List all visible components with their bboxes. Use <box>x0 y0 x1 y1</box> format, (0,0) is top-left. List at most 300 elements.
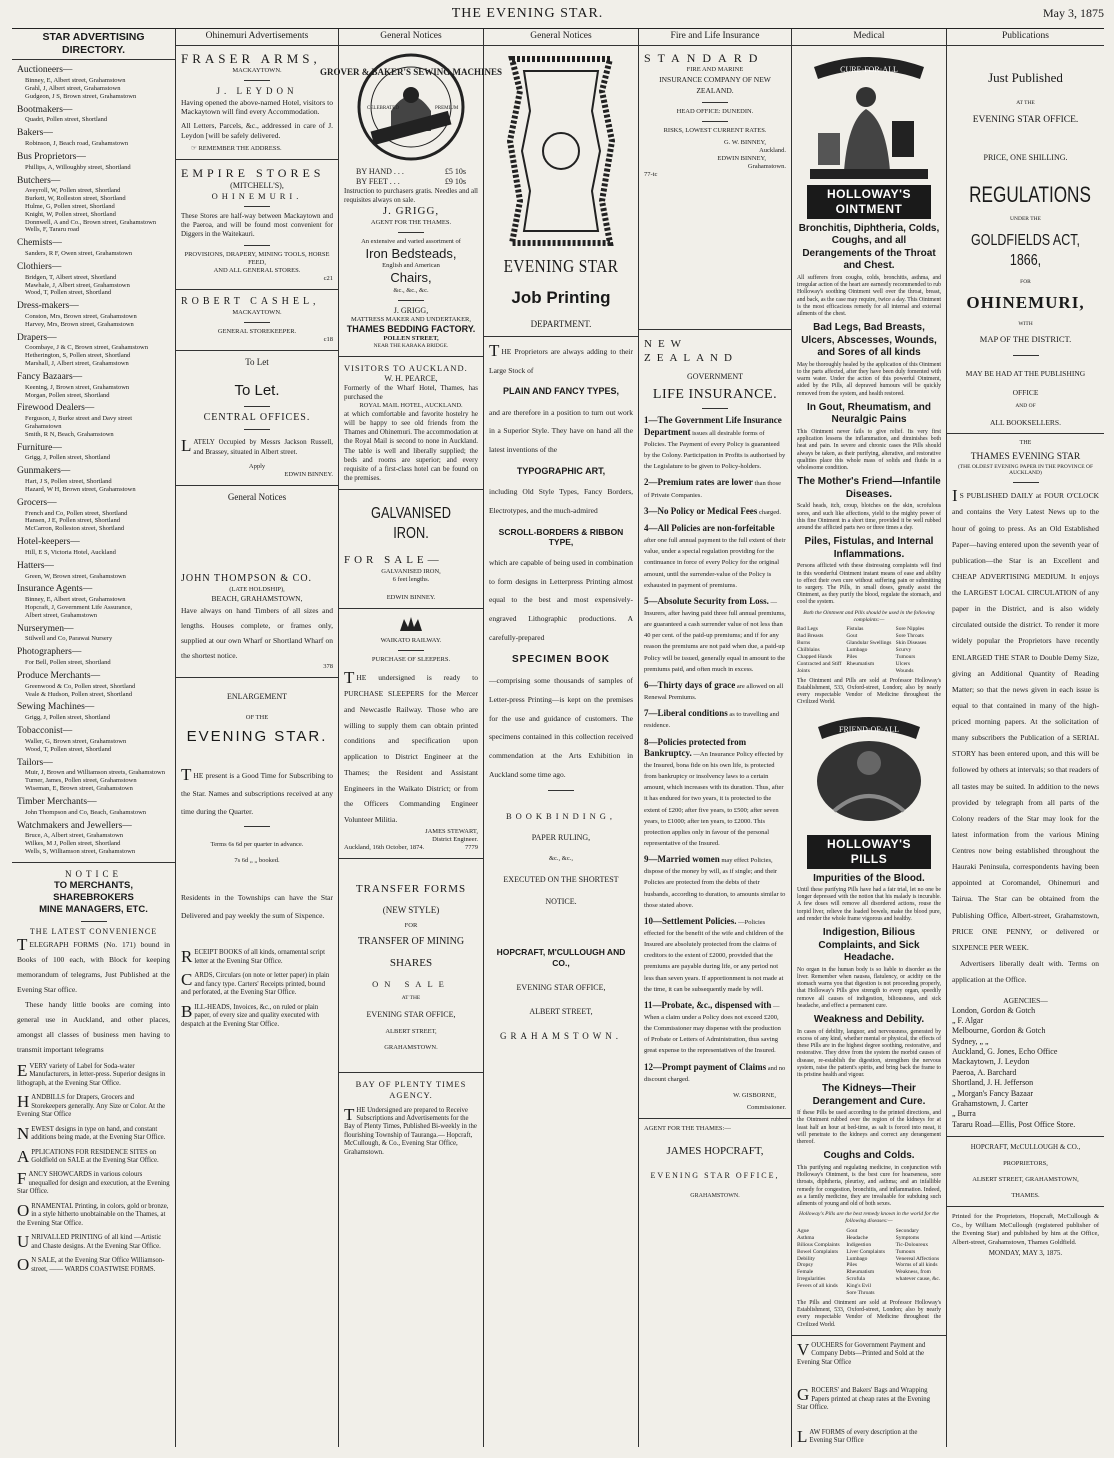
issue-date: May 3, 1875 <box>1043 6 1104 20</box>
col-header: Fire and Life Insurance <box>639 29 791 46</box>
tolet-name: EDWIN BINNEY. <box>284 470 333 478</box>
royal-mail: ROYAL MAIL HOTEL, AUCKLAND. <box>359 402 463 409</box>
small-ad: NEWEST designs in type on hand, and constant additions being made, at the Evening Star Office. <box>17 1123 166 1143</box>
transfer-of: TRANSFER OF MINING <box>357 936 465 948</box>
medical-heading: Bad Legs, Bad Breasts, Ulcers, Abscesses, Wounds, and Sores of all kinds <box>801 322 937 359</box>
col-notices-2 <box>484 29 639 1447</box>
directory-entry: Hansen, J E, Pollen street, Shortland <box>25 517 120 525</box>
sleepers-body: THE undersigned is ready to PURCHASE SLEEPERS for the Mercer and Newcastle Railway. Those who are willing to supply them can obtain printed conditions and specification upon application to District Engineer at the Thames; the Resident and Assistant Engineers in the Waikato District; or from the Officers Commanding Engineer Volunteer Militia. <box>344 668 478 824</box>
robert-place: MACKAYTOWN. <box>232 308 282 316</box>
complaint-column <box>846 626 891 674</box>
price: PRICE, ONE SHILLING. <box>983 152 1068 162</box>
directory-entry: Binney, E, Albert street, Grahamstown <box>25 77 126 85</box>
vouchers-ad: VOUCHERS for Government Payment and Company Debts—Printed and Sold at the Evening Star Office <box>797 1339 926 1366</box>
medical-text: May be thoroughly healed by the application of this Ointment to the parts affected, after they have been duly fomented with warm water. Under the action of this powerful Ointment, aided by the Pills, all depraved humours will be quickly removed from the system, and health restored. <box>797 361 941 397</box>
policy-head: 4—All Policies are non-forfeitable <box>644 522 775 533</box>
directory-entry: Ferguson, J, Burke street and Davy street <box>25 415 133 423</box>
directory-category: Clothiers— <box>17 261 62 272</box>
eso: EVENING STAR OFFICE. <box>972 115 1079 125</box>
at-the: AT THE <box>401 995 421 1002</box>
directory-entry: Wood, T, Pollen street, Shortland <box>25 745 112 753</box>
directory-entry: Hazard, W H, Brown street, Grahamstown <box>25 485 136 493</box>
receipt-ad: RECEIPT BOOKS of all kinds, ornamental script letter at the Evening Star Office. <box>181 947 326 967</box>
jp-body-5: —comprising some thousands of samples of Letter-press Printing—is kept on the premises for the use and guidance of customers. The specimens contained in this collection received commendation at the Arts Exhibition in Auckland some time ago. <box>489 676 633 779</box>
holloway-pills-cut-icon <box>804 711 934 831</box>
for: FOR <box>1020 279 1031 286</box>
directory-entry: Wood, T, Pollen street, Shortland <box>25 289 112 297</box>
royal-body: at which comfortable and favorite hostelry he will be happy to see old friends from the Thames and Ohinemuri. The accommodation at the Royal Mail is second to none in Auckland. The table is well and liberally supplied; the beds and rooms are superior; and every requisite of a first-class hotel can be found on the premises. <box>344 410 478 482</box>
complaint-item: Tumours <box>895 1248 916 1255</box>
directory-entry: Morgan, Pollen street, Shortland <box>25 391 110 399</box>
col-publications <box>947 29 1104 1447</box>
pill-list <box>797 1228 941 1297</box>
notice-to-2: MINE MANAGERS, ETC. <box>39 903 148 915</box>
policy-body: charged. <box>757 508 782 516</box>
fraser-remember: ☞ REMEMBER THE ADDRESS. <box>191 144 282 152</box>
enl-body: THE present is a Good Time for Subscribing to the Star. Names and subscriptions received at any time during the Quarter. <box>181 765 333 817</box>
complaint-item: Wounds <box>895 667 914 674</box>
directory-entry: Harvey, Mrs, Brown street, Grahamstown <box>25 320 134 328</box>
grocers-ad: GROCERS' and Bakers' Bags and Wrapping Papers printed at cheap rates at the Evening Star Office. <box>797 1385 930 1412</box>
life-insurance: LIFE INSURANCE. <box>652 386 778 402</box>
complaint-item: Ulcers <box>895 660 911 667</box>
empire-title: EMPIRE STORES <box>181 165 325 180</box>
columns <box>12 29 1104 1447</box>
advert-terms: Advertisers liberally dealt with. Terms on application at the Office. <box>952 958 1099 984</box>
empire-num: c21 <box>323 274 333 282</box>
enl-body-2: Residents in the Townships can have the Star Delivered and pay weekly the sum of Sixpence. <box>181 893 333 921</box>
pearce-body: Formerly of the Wharf Hotel, Thames, has purchased the <box>344 383 478 401</box>
chairs: Chairs, <box>390 270 432 286</box>
fraser-body-2: All Letters, Parcels, &c., addressed in care of J. Leydon [will be safely delivered. <box>181 121 333 140</box>
enl-title: EVENING STAR. <box>186 728 328 746</box>
directory-entry: McCarron, Rolleston street, Shortland <box>25 525 125 533</box>
price-by-feet: BY FEET . . . £9 10s <box>356 176 466 186</box>
complaint-item: Bad Legs <box>797 626 818 633</box>
policy-head: 1—The Government Life Insurance Department <box>644 415 782 437</box>
complaint-item: Sore Nipples <box>895 626 925 633</box>
directory-category: Tobacconist— <box>17 726 73 737</box>
regulations: REGULATIONS <box>969 181 1091 207</box>
tolet-apply: Apply <box>248 462 266 470</box>
imprint-date: MONDAY, MAY 3, 1875. <box>988 1249 1063 1258</box>
small-ad: UNRIVALLED PRINTING of all kind —Artistic and Chaste designs. At the Evening Star Office. <box>17 1232 162 1252</box>
standard-co: INSURANCE COMPANY OF NEW ZEALAND. <box>659 75 771 96</box>
bop-title: BAY OF PLENTY TIMES AGENCY. <box>355 1079 467 1100</box>
galv-title: GALVANISED IRON. <box>371 504 451 542</box>
thompson-sub: (LATE HOLDSHIP), <box>229 585 285 593</box>
complaint-item: Scrofula <box>846 1276 865 1283</box>
grigg-agent: AGENT FOR THE THAMES. <box>370 218 452 226</box>
col-ohinemuri <box>176 29 339 1447</box>
medical-heading: Piles, Fistulas, and Internal Inflammations. <box>804 536 934 560</box>
agent-1: G. W. BINNEY, <box>724 138 766 146</box>
grover-celebrated: CELEBRATED <box>367 105 399 111</box>
policy-head: 6—Thirty days of grace <box>644 679 736 690</box>
waikato-title: WAIKATO RAILWAY. <box>380 637 442 644</box>
gtown: GRAHAMSTOWN. <box>384 1044 438 1052</box>
galv-forsale: FOR SALE— <box>344 553 443 566</box>
medical-heading: Indigestion, Bilious Complaints, and Sick Headache. <box>818 927 920 964</box>
grigg-name-2: J. GRIGG, <box>393 305 429 315</box>
directory-category: Watchmakers and Jewellers— <box>17 820 132 831</box>
jp-body-2: and are therefore in a position to turn out work in a Superior Style. They have on hand all the latest inventions of the <box>489 407 633 455</box>
ornament-border-icon <box>502 51 620 251</box>
directory-entry: Phillips, A, Willoughby street, Shortland <box>25 163 131 171</box>
complaint-item: Scurvy <box>895 647 912 654</box>
robert-num: c18 <box>323 335 333 343</box>
fraser-title: FRASER ARMS, <box>181 50 321 66</box>
col-header: General Notices <box>484 29 638 46</box>
complaint-column <box>846 1228 891 1297</box>
oldest: (THE OLDEST EVENING PAPER IN THE PROVINCE OF AUCKLAND) <box>957 463 1094 477</box>
col-header: Ohinemuri Advertisements <box>176 29 338 46</box>
transfer-title: TRANSFER FORMS <box>355 883 467 896</box>
pill-sections <box>797 873 941 1209</box>
small-ad: APPLICATIONS FOR RESIDENCE SITES on Goldfield on SALE at the Evening Star Office. <box>17 1146 159 1166</box>
directory-category: Auctioneers— <box>17 65 73 76</box>
policy-item <box>644 1000 786 1056</box>
complaint-item: Worms of all kinds <box>895 1262 938 1269</box>
directory-entry: Binney, E, Albert street, Grahamstown <box>25 596 126 604</box>
agent-2-place: Grahamstown. <box>747 163 786 171</box>
col-header: STAR ADVERTISING DIRECTORY. <box>12 29 175 60</box>
thompson-num: 378 <box>323 663 333 671</box>
directory-entry: Smith, R N, Beach, Grahamstown <box>25 430 114 438</box>
list2-head: Holloway's Pills are the best remedy known in the world for the following diseases:— <box>799 1211 939 1225</box>
policy-head: 3—No Policy or Medical Fees <box>644 505 758 516</box>
directory-entry: Mawhale, J, Albert street, Grahamstown <box>25 281 130 289</box>
agency-entry: „ Burra <box>952 1109 976 1119</box>
directory-entry: Greenwood & Co, Pollen street, Shortland <box>25 682 136 690</box>
medical-text: All sufferers from coughs, colds, bronchitis, asthma, and irregular action of the heart are earnestly recommended to rub Holloway's soothing Ointment well over the throat, breast, and back, as the case may require, twice a day. This Ointment is the most efficacious remedy for all internal and external ailments of the chest. <box>797 274 941 318</box>
directory-category: Dress-makers— <box>17 301 79 312</box>
grover-premium: PREMIUM <box>435 105 459 111</box>
directory-category: Hatters— <box>17 560 54 571</box>
directory-entry: Wilkes, M J, Pollen street, Shortland <box>25 840 121 848</box>
tolet-heading: To Let <box>245 356 269 367</box>
complaint-column <box>797 626 842 674</box>
agency-entry: „ Morgan's Fancy Bazaar <box>952 1088 1034 1098</box>
grigg-assort: An extensive and varied assortment of <box>361 237 461 245</box>
standard-title: STANDARD <box>644 50 765 65</box>
complaint-item: Female Irregularities <box>797 1269 826 1283</box>
directory-entry: Coombaye, J & C, Brown street, Grahamstown <box>25 344 148 352</box>
complaint-item: Rheumatism <box>846 660 875 667</box>
directory-category: Fancy Bazaars— <box>17 371 83 382</box>
directory-category: Nurserymen— <box>17 623 74 634</box>
policy-body: after one full annual payment to the full extent of their value, under a special regulation providing for the continuance in force of every Policy for the original amount, until the surrender-value of the Policy is exhausted in payment of premiums. <box>644 537 786 589</box>
directory-category: Furniture— <box>17 442 62 453</box>
galv-sub: GALVANISED IRON, <box>381 567 441 575</box>
holloway-pills-banner: HOLLOWAY'S PILLS <box>807 835 931 869</box>
directory-entry: Wiseman, E, Brown street, Grahamstown <box>25 785 133 793</box>
gtown: GRAHAMSTOWN. <box>499 1030 623 1041</box>
chairs-etc: &c., &c., &c. <box>393 286 429 294</box>
directory-category: Butchers— <box>17 175 61 186</box>
directory-entry: Robinson, J, Beach road, Grahamstown <box>25 140 129 148</box>
galv-len: 6 feet lengths. <box>392 575 430 583</box>
enl-of: OF THE <box>245 714 269 722</box>
complaint-item: Dropsy <box>797 1262 814 1269</box>
policy-item <box>644 477 786 499</box>
empire-goods: PROVISIONS, DRAPERY, MINING TOOLS, HORSE FEED, <box>184 250 330 266</box>
enl-booked: 7s 6d „ „ booked. <box>234 857 280 865</box>
directory-category: Grocers— <box>17 497 57 508</box>
with: WITH <box>1018 321 1033 328</box>
royal-arms-icon <box>398 615 424 633</box>
telegraph-body: TELEGRAPH FORMS (No. 171) bound in Books of 100 each, with Block for keeping memorandum of telegrams, Just Published at the Evening Star office. <box>17 934 170 994</box>
transfer-sub: (NEW STYLE) <box>382 904 440 915</box>
policy-body: and no discount charged. <box>644 1064 786 1083</box>
notice-to: TO MERCHANTS, SHAREBROKERS <box>53 880 134 903</box>
proprietors: PROPRIETORS, <box>1003 1159 1048 1167</box>
standard-num: 77-tc <box>644 171 658 179</box>
complaint-item: Weakness, from whatever cause, &c. <box>895 1269 941 1283</box>
etc: &c., &c., <box>548 855 573 863</box>
small-ads <box>17 1060 170 1275</box>
medical-text: In cases of debility, languor, and nervousness, generated by excess of any kind, whether mental or physical, the effects of these Pills are in the highest degree soothing, restorative, and restorative. They drive from the system the morbid causes of disease, re-establish the digestion, strengthen the nervous system, raise the patient's spirits, and bring back the frame to its pristine health and vigour. <box>797 1028 941 1078</box>
complaint-item: Rheumatism <box>846 1269 875 1276</box>
imprint: Printed for the Proprietors, Hopcraft, McCullough & Co., by William McCullough (registered publisher of the Evening Star) and published by him at the Office, Albert-street, Grahamstown, Thames Goldfield. <box>952 1213 1099 1246</box>
map: MAP OF THE DISTRICT. <box>979 334 1072 345</box>
thompson-place: BEACH, GRAHAMSTOWN, <box>211 593 303 603</box>
list-head: Both the Ointment and Pills should be used in the following complaints:— <box>803 609 935 623</box>
lawforms-ad: LAW FORMS of every description at the Evening Star Office <box>797 1426 918 1446</box>
sewing-machine-logo-icon <box>319 51 503 163</box>
directory-entry: Burkett, W, Rolleston street, Shortland <box>25 195 126 203</box>
policy-head: 5—Absolute Security from Loss. <box>644 595 769 606</box>
agency-entry: Auckland, G. Jones, Echo Office <box>952 1047 1058 1057</box>
notice-heading: NOTICE <box>65 868 122 879</box>
bookbinding: BOOKBINDING, <box>505 810 617 821</box>
billheads-ad: BILL-HEADS, Invoices, &c., on ruled or plain paper, of every size and quality executed with despatch at the Evening Star Office. <box>181 1001 320 1028</box>
directory-category: Bakers— <box>17 128 53 139</box>
tes: THAMES EVENING STAR <box>970 451 1081 462</box>
gisborne: W. GISBORNE, <box>733 1091 776 1099</box>
ribbon-1: CURE·FOR·ALL <box>840 64 898 74</box>
pearce: W. H. PEARCE, <box>384 373 438 383</box>
jp-body-4: which are capable of being used in combination to form designs in Letterpress Printing almost equal to the best and most expensively-engraved Lithographic productions. A carefully-prepared <box>489 557 633 642</box>
agency-entry: Paeroa, A. Barchard <box>952 1067 1017 1077</box>
tes-body: IS PUBLISHED DAILY at FOUR O'CLOCK and contains the Very Latest News up to the hour of going to press. As an Old Established Paper—having entered upon the seventh year of publication—the Star is an Excellent and CHEAP ADVERTISING MEDIUM. It enjoys the LARGEST LOCAL CIRCULATION of any paper in the District, and is also widely circulated outside the district. To render it more widely popular the Proprietors have recently ENLARGED THE STAR to Double Demy Size, giving an Additional Quantity of Reading Matter; so that the news given in each issue is equal to that contained in many of the high-priced morning papers. At the solicitation of many subscribers the Publication of a SERIAL STORY has been entered upon, and this will be followed by others at intervals; so that readers of all tastes may be suited. In addition to the news provided by telegraph from all parts of the Colony readers of the Star may look for the latest information from the various Mining Centres now being established throughout the Hauraki Peninsula, correspondents having been appointed at Coromandel, Ohinemuri and Tairua. The Star can be obtained from the Publishing Office, Albert-street, Grahamstown, PRICE ONE PENNY, or delivered or SIXPENCE PER WEEK. <box>952 486 1099 952</box>
thompson-title: JOHN THOMPSON & CO. <box>181 573 313 585</box>
directory-entry: Muir, J, Brown and Williamson streets, Grahamstown <box>25 769 165 777</box>
ohinemuri: OHINEMURI, <box>966 293 1085 313</box>
onsale: ON SALE <box>372 978 450 989</box>
agencies-head: AGENCIES— <box>1003 996 1048 1006</box>
policy-head: 7—Liberal conditions <box>644 708 728 719</box>
masthead <box>12 6 1104 29</box>
standard-risks: RISKS, LOWEST CURRENT RATES. <box>663 126 767 134</box>
policy-body: —When a claim under a Policy does not exceed £200, the Commissioner may dispense with the production of Probate or Letters of Administration, thus saving great expense to the representatives of the Insured. <box>644 1002 781 1055</box>
directory-entry: Grigg, J, Pollen street, Shortland <box>25 454 111 462</box>
and-of: AND OF <box>1015 402 1036 409</box>
policy-item <box>644 737 786 849</box>
complaint-item: Indigestion <box>846 1241 872 1248</box>
grigg-name: J. GRIGG, <box>382 205 440 218</box>
directory-category: Timber Merchants— <box>17 796 97 807</box>
directory-entry: Wells, F, Tararu road <box>25 226 80 234</box>
directory-entry: Conston, Mrs, Brown street, Grahamstown <box>25 313 137 320</box>
col-insurance <box>639 29 792 1447</box>
directory-entry: Hill, E S, Victoria Hotel, Auckland <box>25 548 116 556</box>
small-ad: EVERY variety of Label for Soda-water Manufacturers, in letter-press. Superior designs in lithograph, at the Evening Star Office. <box>17 1060 166 1087</box>
complaint-item: Gout <box>846 1228 858 1235</box>
directory-entry: Gudgeon, J S, Brown street, Grahamstown <box>25 92 137 100</box>
galv-binney: EDWIN BINNEY. <box>386 593 436 601</box>
complaint-item: Asthma <box>797 1234 815 1241</box>
complaint-item: Bad Breasts <box>797 633 824 640</box>
complaint-item: Piles <box>846 1262 858 1269</box>
directory-category: Photographers— <box>17 647 82 658</box>
stewart-name: JAMES STEWART, <box>425 827 478 835</box>
policy-head: 8—Policies protected from Bankruptcy. <box>644 736 747 758</box>
hand-pointer-icon: ☞ <box>191 144 199 152</box>
directory-entry: Turner, James, Pollen street, Grahamstown <box>25 777 137 785</box>
policy-item <box>644 506 786 517</box>
policy-head: 2—Premium rates are lower <box>644 477 753 488</box>
all-booksellers: ALL BOOKSELLERS. <box>990 417 1061 427</box>
commissioner: Commissioner. <box>746 1104 786 1111</box>
medical-text: This purifying and regulating medicine, in conjunction with Holloway's Ointment, is the best cure for hoarseness, sore throats, diphtheria, pleurisy, and asthma; and an infallible remedy for congestion, bronchitis, and inflammation. Indeed, as a family medicine, they are invaluable for subduing such ailments of young and old of both sexes. <box>797 1164 941 1208</box>
medical-heading: Weakness and Debility. <box>813 1014 925 1026</box>
just-published: Just Published <box>988 69 1063 85</box>
policy-head: 10—Settlement Policies. <box>644 915 737 926</box>
holloway-ointment-cut-icon <box>804 51 934 181</box>
directory-entry: Wells, S, Williamson street, Grahamstown <box>25 847 136 855</box>
fraser-proprietor: J. LEYDON <box>216 86 298 97</box>
directory-entry: Stilwell and Co, Parawai Nursery <box>25 635 113 643</box>
policy-head: 12—Prompt payment of Claims <box>644 1061 767 1072</box>
small-ad: HANDBILLS for Drapers, Grocers and Storekeepers generally. Any Size or Color. At the Evening Star Office <box>17 1092 166 1119</box>
directory-entry: John Thompson and Co, Beach, Grahamstown <box>25 808 147 816</box>
directory-entry: Hopcraft, J, Government Life Assurance, <box>25 604 133 612</box>
bedsteads-sub: English and American <box>382 262 440 270</box>
directory-entry: Grahl, J, Albert street, Grahamstown <box>25 84 121 92</box>
small-ad: ON SALE, at the Evening Star Office Williamson-street, —— WARDS COASTWISE FORMS. <box>17 1255 165 1275</box>
plain-fancy-types: PLAIN AND FANCY TYPES, <box>502 386 619 397</box>
standard-sub: FIRE AND MARINE <box>686 65 744 73</box>
policy-item <box>644 680 786 702</box>
specimen-book: SPECIMEN BOOK <box>511 653 610 665</box>
paper-title: THE EVENING STAR. <box>451 6 604 21</box>
eso: EVENING STAR OFFICE, <box>516 982 606 992</box>
complaint-item: King's Evil <box>846 1283 872 1290</box>
col-header: Publications <box>947 29 1104 46</box>
agent-2: EDWIN BINNEY, <box>717 155 766 162</box>
directory-category: Insurance Agents— <box>17 584 93 595</box>
directory-entry: Aveyroll, W, Pollen street, Shortland <box>25 187 121 195</box>
complaint-item: Fistulas <box>846 626 864 633</box>
bedding-factory: THAMES BEDDING FACTORY. <box>346 323 476 334</box>
directory-entry: Hart, J S, Pollen street, Shortland <box>25 478 112 486</box>
policy-item <box>644 415 786 471</box>
albert: ALBERT STREET, <box>529 1006 593 1016</box>
ointment-list <box>797 626 941 674</box>
stewart-dateline: Auckland, 16th October, 1874. 7779 <box>344 844 478 851</box>
directory-entry: Waller, G, Brown street, Grahamstown <box>25 737 127 745</box>
goldfields-act: GOLDFIELDS ACT, 1866, <box>971 232 1080 270</box>
government: GOVERNMENT <box>687 371 743 381</box>
robert-trade: GENERAL STOREKEEPER. <box>217 327 297 335</box>
directory-category: Bootmakers— <box>17 104 73 115</box>
complaint-item: Glandular Swellings <box>846 640 892 647</box>
complaint-column <box>896 1228 941 1297</box>
the: THE <box>1019 440 1032 447</box>
visitors-title: VISITORS TO AUCKLAND. <box>344 363 468 374</box>
policy-item <box>644 596 786 674</box>
medical-text: This Ointment never fails to give relief. Its very first application lessens the inflammation, and diminishes both heat and pain. In severe and chronic cases the Pills should always be taken, as their purifying, alterative, and restorative qualities place this whole mass of solids and fluids in a wholesome condition. <box>797 428 941 472</box>
agency-entry: Mackaytown, J. Leydon <box>952 1057 1030 1067</box>
complaint-item: Headache <box>846 1234 869 1241</box>
directory-entry: Sanders, R F, Owen street, Grahamstown <box>25 250 133 258</box>
col-directory <box>12 29 176 1447</box>
complaint-item: Contracted and Stiff Joints <box>797 660 842 674</box>
agent-1-place: Auckland. <box>759 146 786 154</box>
typographic-art: TYPOGRAPHIC ART, <box>516 465 606 476</box>
complaint-item: Venereal Affections <box>895 1255 940 1262</box>
empire-body: These Stores are half-way between Mackaytown and the Paeroa, and will be found most convenient for Diggers in the Waitekauri. <box>181 212 333 239</box>
telegraph-body-2: These handy little books are coming into general use in Auckland, and other places, amongst all classes of business men having to transmit important telegrams <box>17 999 170 1054</box>
albert: ALBERT STREET, <box>385 1028 437 1035</box>
policy-item <box>644 916 786 994</box>
transfer-for: FOR <box>404 922 418 930</box>
ointment-sections <box>797 223 941 607</box>
may-be-had: MAY BE HAD AT THE PUBLISHING OFFICE <box>965 368 1086 398</box>
complaint-item: Burns <box>797 640 811 647</box>
directory-category: Chemists— <box>17 238 62 249</box>
col-header: Medical <box>792 29 946 46</box>
medical-text: No organ in the human body is so liable to disorder as the liver. Remember when nausea, flatulency, or acidity on the stomach warns you that digestion is not proceeding properly, that Holloway's Pills give strength to every organ, speedily remove all causes of indigestion, biliousness, and sick headache, and effect a permanent cure. <box>797 966 941 1009</box>
policy-body: may effect Policies, dispose of the money by will, as if single; and their Policies are protected from the debts of their husbands, according to duration, to amounts similar to those stated above. <box>644 857 786 909</box>
sold-1: The Ointment and Pills are sold at Professor Holloway's Establishment, 533, Oxford-street, London; also by nearly every respectable Vendor of Medicine throughout the Civilized World. <box>797 677 941 706</box>
policy-body: —Insurers, after having paid three full annual premiums, are guaranteed a cash surrender value of not less than 40 per cent. of the paid-up premiums; and if for any reason the premiums are not paid when due, a paid-up Policy will be issued, generally equal in amount to the premiums paid, and often much in excess. <box>644 598 786 673</box>
directory-entry: For Bell, Pollen street, Shortland <box>25 659 111 667</box>
jp-body-1: THE Proprietors are always adding to their Large Stock of <box>489 340 633 375</box>
tolet-title: To Let. <box>234 382 280 400</box>
agency-entry: Melbourne, Gordon & Gotch <box>952 1026 1046 1036</box>
hopcraft: JAMES HOPCRAFT, <box>666 1145 764 1158</box>
agency-entry: London, Gordon & Gotch <box>952 1005 1036 1015</box>
executed: EXECUTED ON THE SHORTEST <box>503 875 619 885</box>
directory-entry: Donnwell, A and Co., Brown street, Grahamstown <box>25 218 157 226</box>
directory-entry: Green, W, Brown street, Grahamstown <box>25 572 126 580</box>
policy-head: 11—Probate, &c., dispensed with <box>644 999 772 1010</box>
medical-heading: Impurities of the Blood. <box>813 872 925 884</box>
policy-item <box>644 1062 786 1084</box>
gn-heading: General Notices <box>227 491 287 502</box>
eso: EVENING STAR OFFICE, <box>366 1010 456 1019</box>
col-medical <box>792 29 947 1447</box>
empire-place: OHINEMURI. <box>211 190 303 201</box>
directory-entry: Bridgen, T, Albert street, Shortland <box>25 273 117 281</box>
bedsteads: Iron Bedsteads, <box>365 246 457 262</box>
complaint-item: Sore Throats <box>895 633 924 640</box>
at-the: AT THE <box>1016 100 1035 107</box>
ribbon-2: FRIEND·OF·ALL <box>839 724 899 734</box>
standard-office: HEAD OFFICE: DUNEDIN. <box>676 107 754 115</box>
medical-text: Scald heads, itch, croup, blotches on the skin, scrofulous sores, and such like affections, yield to the mighty power of this fine Ointment in a short time, provided it be well rubbed around the afflicted parts two or three times a day. <box>797 503 941 532</box>
agency-entry: Grahamstown, J. Carter <box>952 1099 1028 1109</box>
small-ad: FANCY SHOWCARDS in various colours unequalled for design and execution, at the Evening Star Office. <box>17 1169 170 1196</box>
directory-entry: Hulme, G, Pollen street, Shortland <box>25 203 115 210</box>
medical-heading: Coughs and Colds. <box>823 1150 915 1162</box>
complaint-item: Chapped Hands <box>797 653 832 660</box>
empire-goods-2: AND ALL GENERAL STORES. <box>213 266 301 274</box>
job-printing-title: Job Printing <box>511 288 611 308</box>
telegraph-heading: THE LATEST CONVENIENCE <box>29 926 158 936</box>
